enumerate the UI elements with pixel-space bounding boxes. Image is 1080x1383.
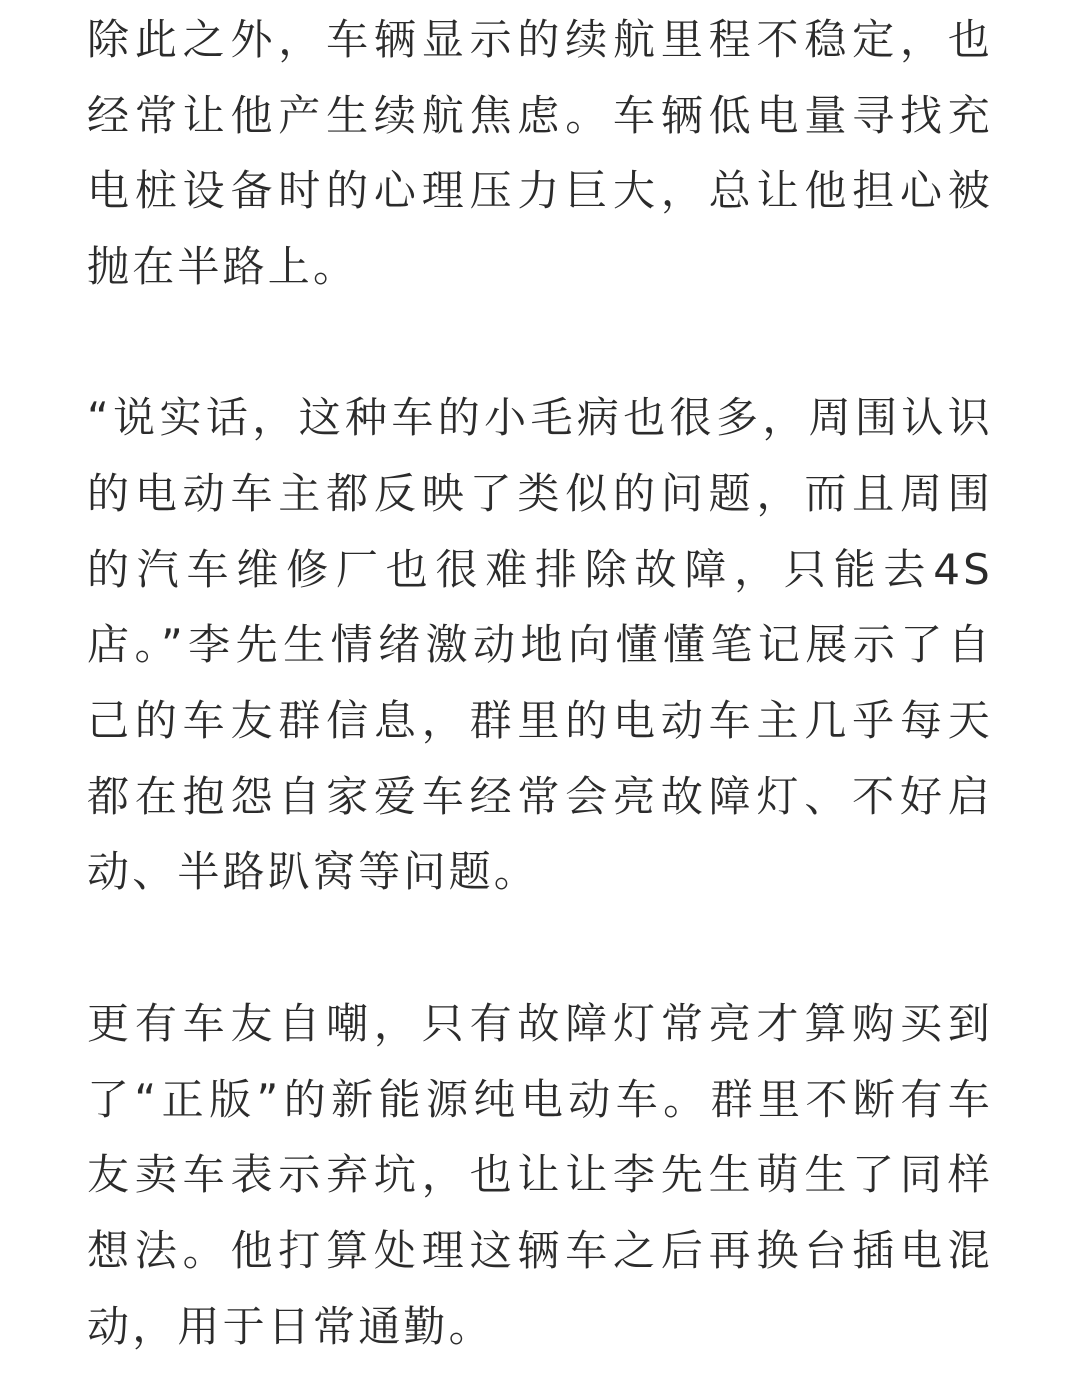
text-line: 己的车友群信息，群里的电动车主几乎每天 <box>87 696 993 745</box>
text-line: 动，用于日常通勤。 <box>87 1302 494 1351</box>
text-line: 电桩设备时的心理压力巨大，总让他担心被 <box>87 166 993 215</box>
text-line: 更有车友自嘲，只有故障灯常亮才算购买到 <box>87 999 993 1048</box>
text-line: 友卖车表示弃坑，也让让李先生萌生了同样 <box>87 1150 993 1199</box>
text-line: 除此之外，车辆显示的续航里程不稳定，也 <box>87 15 993 64</box>
text-line: 抛在半路上。 <box>87 242 359 291</box>
text-line: 都在抱怨自家爱车经常会亮故障灯、不好启 <box>87 772 993 821</box>
text-line: 的汽车维修厂也很难排除故障，只能去4S <box>87 545 993 594</box>
text-line: 动、半路趴窝等问题。 <box>87 847 540 896</box>
text-line: “说实话，这种车的小毛病也很多，周围认识 <box>87 393 993 442</box>
text-line: 想法。他打算处理这辆车之后再换台插电混 <box>87 1226 993 1275</box>
text-line: 了“正版”的新能源纯电动车。群里不断有车 <box>87 1075 993 1124</box>
text-line: 店。”李先生情绪激动地向懂懂笔记展示了自 <box>87 620 993 669</box>
text-line: 经常让他产生续航焦虑。车辆低电量寻找充 <box>87 91 993 140</box>
text-line: 的电动车主都反映了类似的问题，而且周围 <box>87 469 993 518</box>
